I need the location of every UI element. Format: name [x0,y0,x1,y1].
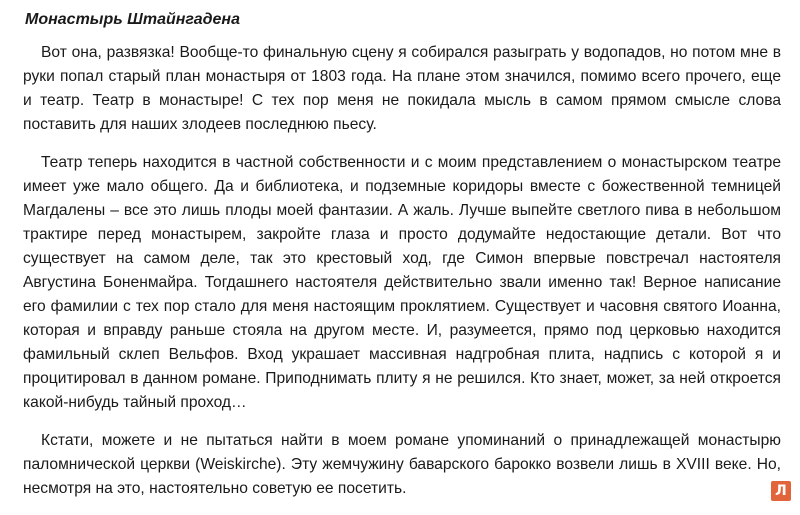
paragraph-3: Кстати, можете и не пытаться найти в моем романе упоминаний о принадлежащей монастырю паломнической церкви (Weiskirche). Эту жемчужину баварского барокко возвели лишь в XVIII веке. Но, несмотря на это, настоятельно советую ее посетить. [23,432,781,497]
document-page [23,10,781,515]
section-title: Монастырь Штайнгадена [25,11,240,28]
paragraph-2: Театр теперь находится в частной собственности и с моим представлением о монастырском театре имеет уже мало общего. Да и библиотека, и подземные коридоры вместе с божественной темницей Магдалены – все это лишь плоды моей фантазии. А жаль. Лучше выпейте светлого пива в небольшом трактире перед монастырем, закройте глаза и просто додумайте недостающие детали. Вот что существует на самом деле, так это крестовый ход, где Симон впервые повстречал настоятеля Августина Боненмайра. Тогдашнего настоятеля действительно звали именно так! Верное написание его фамилии с тех пор стало для меня настоящим проклятием. Существует и часовня святого Иоанна, которая и вправду раньше стояла на другом месте. И, разумеется, прямо под церковью находится фамильный склеп Вельфов. Вход украшает массивная надгробная плита, надпись с которой я и процитировал в данном романе. Приподнимать плиту я не решился. Кто знает, может, за ней откроется какой-нибудь тайный проход… [23,154,781,411]
publisher-logo-icon: Л [771,481,791,501]
paragraph-1: Вот она, развязка! Вообще-то финальную сцену я собирался разыграть у водопадов, но потом мне в руки попал старый план монастыря от 1803 года. На плане этом значился, помимо всего прочего, еще и театр. Театр в монастыре! С тех пор меня не покидала мысль в самом прямом смысле слова поставить для наших злодеев последнюю пьесу. [23,44,781,133]
